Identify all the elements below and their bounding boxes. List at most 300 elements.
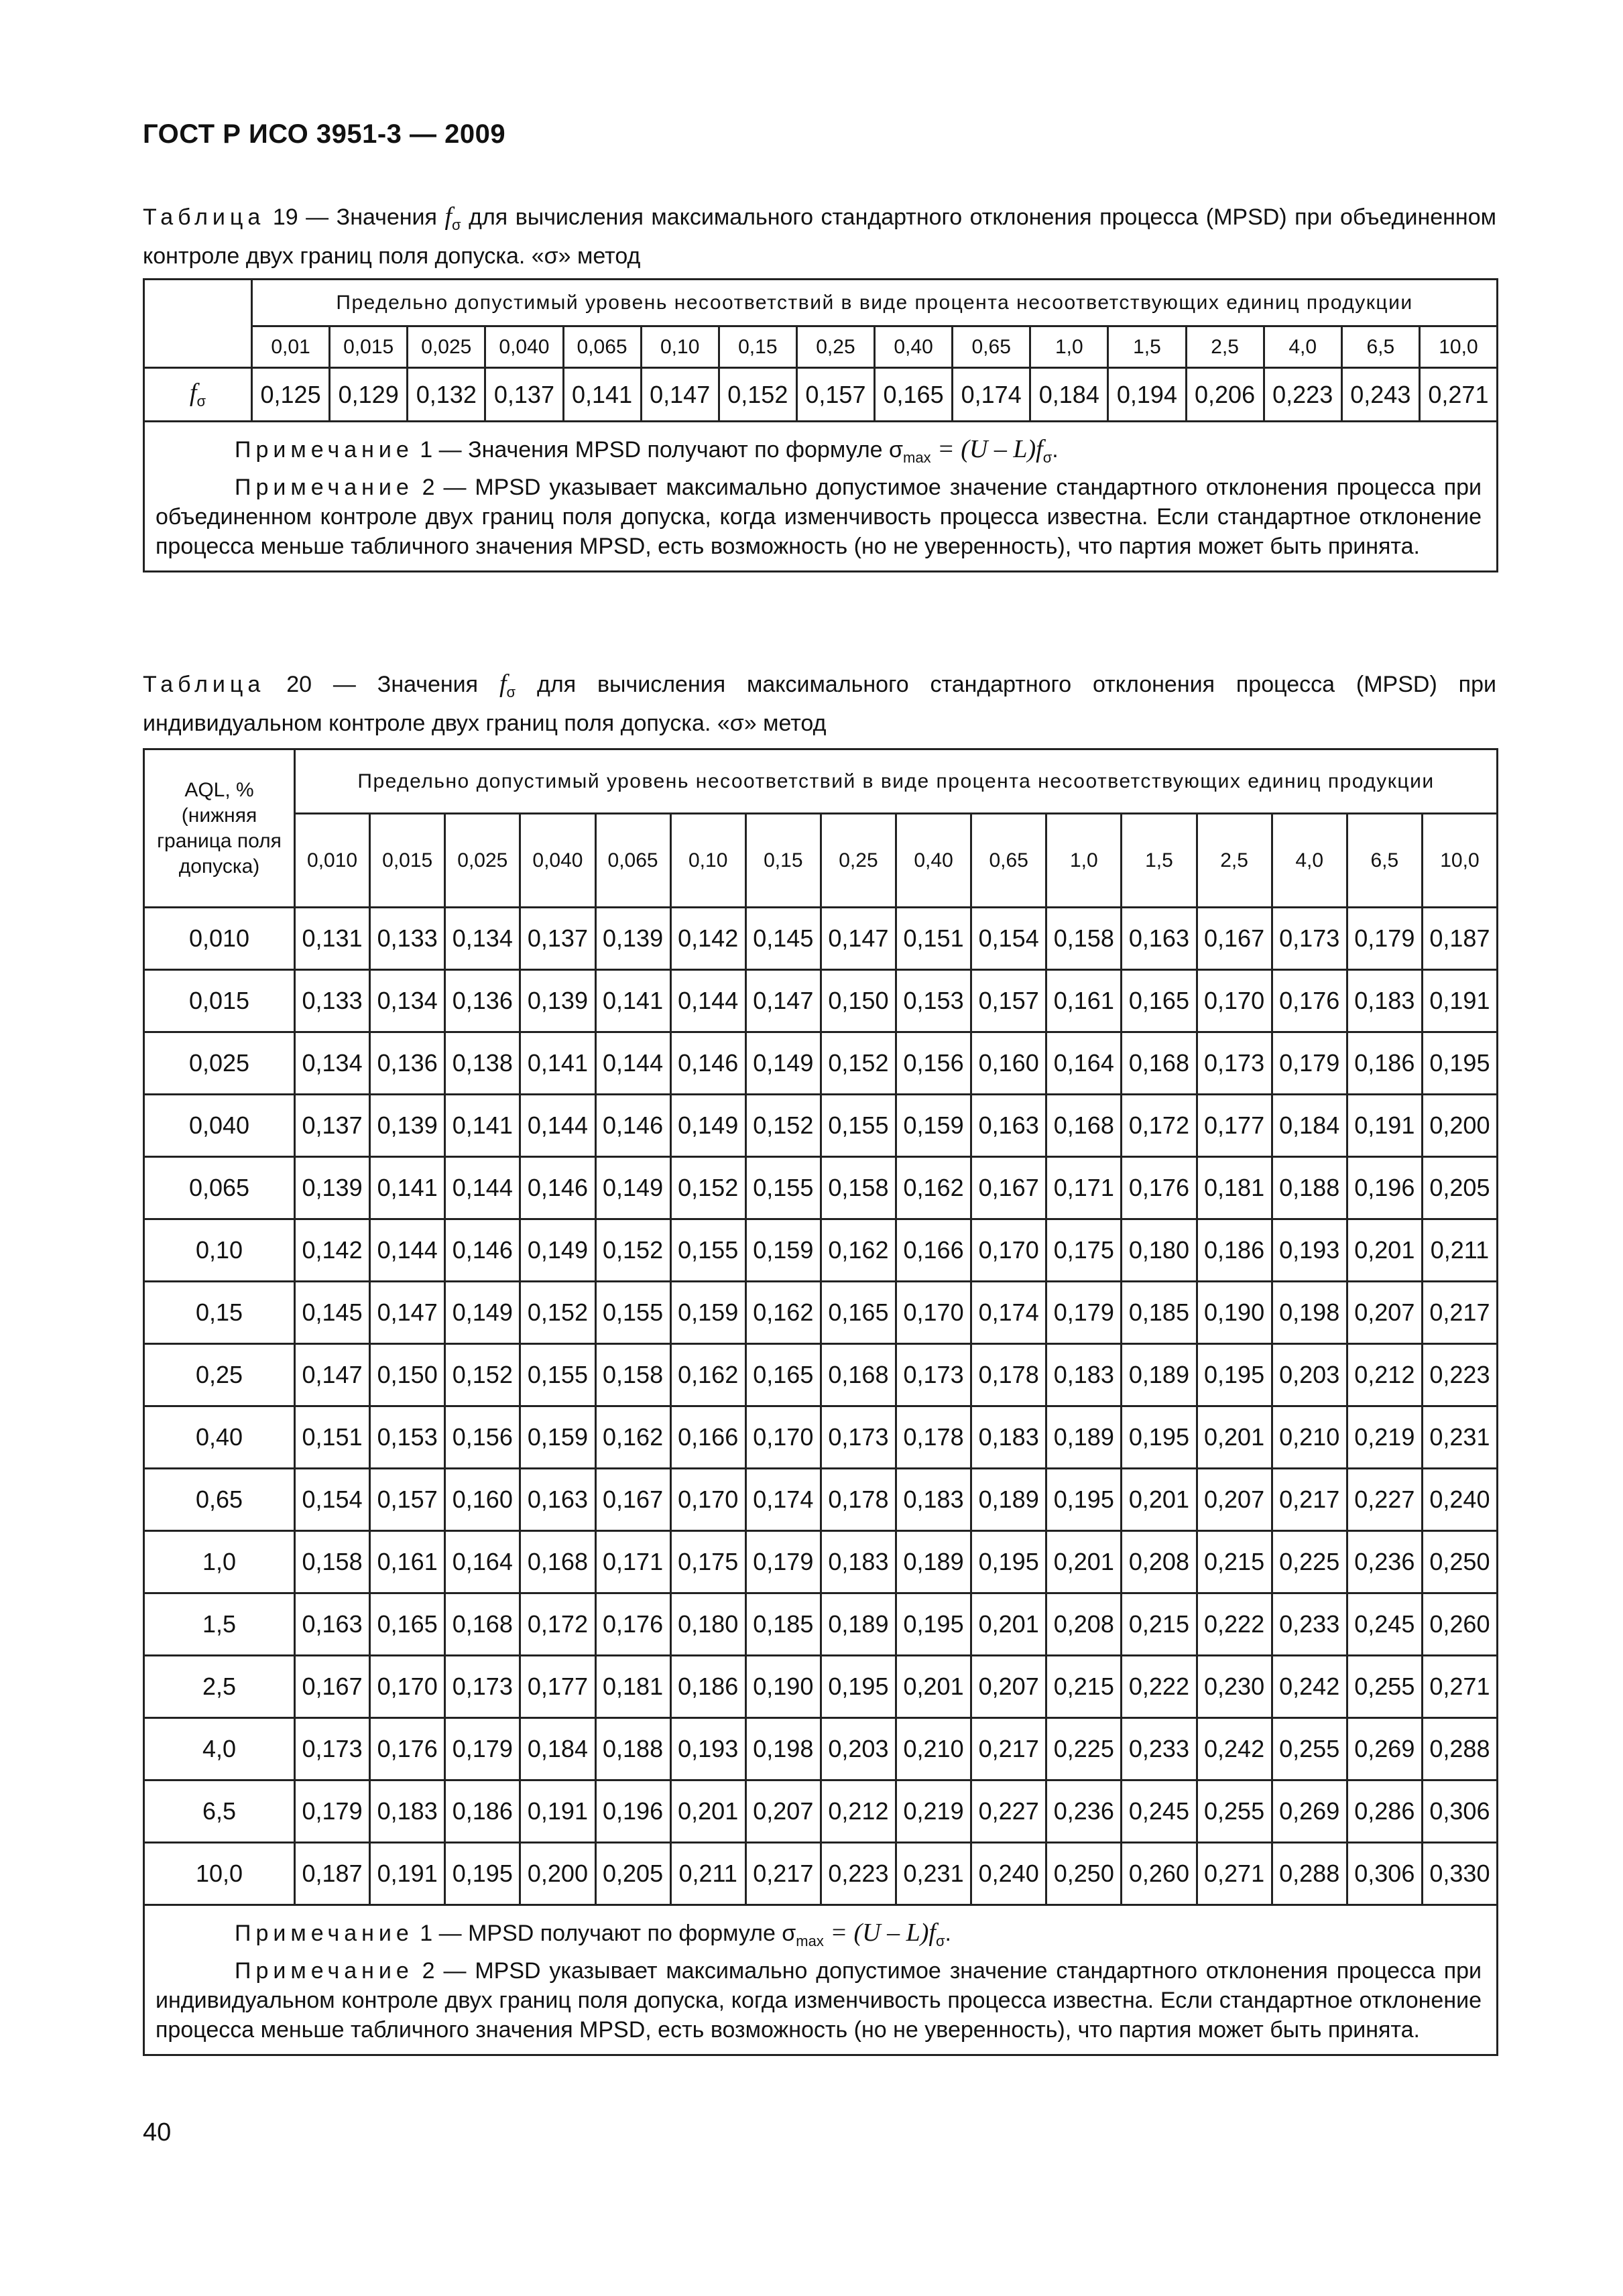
note-text: — Значения MPSD получают по формуле σ <box>432 437 904 463</box>
table20-value-cell: 0,242 <box>1197 1718 1272 1780</box>
table20-value-cell: 0,217 <box>1272 1469 1347 1531</box>
table20-value-cell: 0,191 <box>1347 1095 1422 1157</box>
table20-value-cell: 0,177 <box>1197 1095 1272 1157</box>
table20-value-cell: 0,165 <box>821 1282 896 1344</box>
table20-caption <box>143 668 1496 739</box>
table20-value-cell: 0,245 <box>1347 1593 1422 1656</box>
table-row <box>144 970 1498 1032</box>
note-text: — MPSD указывает максимально допустимое значение стандартного отклонения процесса при объединенном контроле двух границ поля допуска, когда изменчивость процесса известна. Если стандартное отклонение процесса меньше табличного значения MPSD, есть возможность (но не уверенность), что партия может быть принята. <box>156 474 1482 559</box>
table20-value-cell: 0,211 <box>670 1843 745 1905</box>
table20-row-label: 2,5 <box>144 1656 295 1718</box>
table20-value-cell: 0,189 <box>1046 1406 1122 1469</box>
table20-value-cell: 0,189 <box>971 1469 1046 1531</box>
table20-value-cell: 0,158 <box>1046 908 1122 970</box>
table20-value-cell: 0,176 <box>1272 970 1347 1032</box>
table20-value-cell: 0,146 <box>670 1032 745 1095</box>
table19-value-cell: 0,223 <box>1264 368 1341 422</box>
table20-value-cell: 0,149 <box>445 1282 520 1344</box>
table20-value-cell: 0,193 <box>1272 1219 1347 1282</box>
table20-value-cell: 0,179 <box>445 1718 520 1780</box>
note-prefix: Примечание <box>235 437 414 463</box>
table20-row-label: 0,65 <box>144 1469 295 1531</box>
table20-value-cell: 0,186 <box>445 1780 520 1843</box>
table20-column-header: 2,5 <box>1197 814 1272 908</box>
table20-value-cell: 0,171 <box>1046 1157 1122 1219</box>
table20-value-cell: 0,141 <box>595 970 670 1032</box>
table19-caption <box>143 201 1496 271</box>
table20-value-cell: 0,154 <box>295 1469 370 1531</box>
table20-value-cell: 0,185 <box>745 1593 821 1656</box>
table20-value-cell: 0,225 <box>1046 1718 1122 1780</box>
table20-value-cell: 0,173 <box>295 1718 370 1780</box>
table20-value-cell: 0,180 <box>1122 1219 1197 1282</box>
table20-value-cell: 0,173 <box>1272 908 1347 970</box>
table20-value-cell: 0,149 <box>595 1157 670 1219</box>
table20-value-cell: 0,151 <box>896 908 971 970</box>
f-sigma-symbol: f <box>444 202 453 231</box>
table20-value-cell: 0,255 <box>1197 1780 1272 1843</box>
table20-value-cell: 0,180 <box>670 1593 745 1656</box>
table20-value-cell: 0,168 <box>1046 1095 1122 1157</box>
sigma-subscript: σ <box>196 393 206 410</box>
table-row <box>144 1531 1498 1593</box>
table20-value-cell: 0,191 <box>370 1843 445 1905</box>
table20-value-cell: 0,196 <box>1347 1157 1422 1219</box>
table20-value-cell: 0,134 <box>370 970 445 1032</box>
table-row <box>144 1406 1498 1469</box>
table20-value-cell: 0,189 <box>1122 1344 1197 1406</box>
table20-value-cell: 0,149 <box>520 1219 595 1282</box>
table20-value-cell: 0,188 <box>595 1718 670 1780</box>
table20-caption-number: 20 <box>286 672 312 697</box>
table20-value-cell: 0,152 <box>445 1344 520 1406</box>
table20-value-cell: 0,167 <box>295 1656 370 1718</box>
table20-value-cell: 0,178 <box>821 1469 896 1531</box>
table20-value-cell: 0,176 <box>595 1593 670 1656</box>
table20-row-label: 0,40 <box>144 1406 295 1469</box>
table20-value-cell: 0,187 <box>1422 908 1497 970</box>
table20-value-cell: 0,149 <box>745 1032 821 1095</box>
table20-value-cell: 0,217 <box>971 1718 1046 1780</box>
table20-value-cell: 0,200 <box>1422 1095 1497 1157</box>
table20-value-cell: 0,168 <box>1122 1032 1197 1095</box>
table20-value-cell: 0,159 <box>670 1282 745 1344</box>
table20-value-cell: 0,175 <box>1046 1219 1122 1282</box>
table20-value-cell: 0,269 <box>1272 1780 1347 1843</box>
table20-corner-header: AQL, % (нижняя граница поля допуска) <box>144 749 295 908</box>
table20-value-cell: 0,187 <box>295 1843 370 1905</box>
table20-value-cell: 0,186 <box>1197 1219 1272 1282</box>
table19-value-cell: 0,152 <box>719 368 796 422</box>
table20 <box>143 748 1498 2056</box>
table-row <box>144 1656 1498 1718</box>
note-text: — MPSD получают по формуле σ <box>432 1921 796 1946</box>
table20-value-cell: 0,173 <box>445 1656 520 1718</box>
table20-value-cell: 0,223 <box>821 1843 896 1905</box>
table19-value-cell: 0,243 <box>1341 368 1419 422</box>
table20-value-cell: 0,139 <box>520 970 595 1032</box>
table20-value-cell: 0,162 <box>896 1157 971 1219</box>
table20-value-cell: 0,195 <box>896 1593 971 1656</box>
table20-value-cell: 0,141 <box>520 1032 595 1095</box>
table20-value-cell: 0,156 <box>896 1032 971 1095</box>
table20-value-cell: 0,217 <box>745 1843 821 1905</box>
table20-value-cell: 0,205 <box>595 1843 670 1905</box>
table20-value-cell: 0,133 <box>370 908 445 970</box>
table20-value-cell: 0,231 <box>896 1843 971 1905</box>
table19-caption-number: 19 <box>272 204 298 230</box>
table20-column-header: 0,40 <box>896 814 971 908</box>
table20-value-cell: 0,170 <box>1197 970 1272 1032</box>
table20-value-cell: 0,145 <box>295 1282 370 1344</box>
table20-value-cell: 0,144 <box>445 1157 520 1219</box>
table20-row-label: 0,025 <box>144 1032 295 1095</box>
table20-value-cell: 0,183 <box>370 1780 445 1843</box>
table20-value-cell: 0,134 <box>445 908 520 970</box>
table20-value-cell: 0,136 <box>370 1032 445 1095</box>
table20-value-cell: 0,201 <box>1122 1469 1197 1531</box>
table20-value-cell: 0,269 <box>1347 1718 1422 1780</box>
table20-value-cell: 0,198 <box>745 1718 821 1780</box>
table20-column-header: 1,5 <box>1122 814 1197 908</box>
table19-value-cell: 0,137 <box>485 368 563 422</box>
table-row <box>144 1157 1498 1219</box>
table20-value-cell: 0,207 <box>1197 1469 1272 1531</box>
table-row <box>144 1718 1498 1780</box>
table20-value-cell: 0,157 <box>971 970 1046 1032</box>
table20-row-label: 10,0 <box>144 1843 295 1905</box>
table20-value-cell: 0,306 <box>1422 1780 1497 1843</box>
table20-value-cell: 0,176 <box>370 1718 445 1780</box>
table20-value-cell: 0,165 <box>1122 970 1197 1032</box>
table20-value-cell: 0,177 <box>520 1656 595 1718</box>
table20-value-cell: 0,200 <box>520 1843 595 1905</box>
table20-value-cell: 0,271 <box>1197 1843 1272 1905</box>
table20-value-cell: 0,215 <box>1046 1656 1122 1718</box>
table20-value-cell: 0,201 <box>1347 1219 1422 1282</box>
table20-value-cell: 0,255 <box>1347 1656 1422 1718</box>
table20-value-cell: 0,131 <box>295 908 370 970</box>
table20-value-cell: 0,158 <box>821 1157 896 1219</box>
table20-value-cell: 0,170 <box>745 1406 821 1469</box>
table20-column-header: 0,010 <box>295 814 370 908</box>
table20-value-cell: 0,174 <box>971 1282 1046 1344</box>
table20-value-cell: 0,260 <box>1422 1593 1497 1656</box>
table19-column-header: 0,01 <box>252 326 330 368</box>
table-row <box>144 1593 1498 1656</box>
table20-value-cell: 0,186 <box>670 1656 745 1718</box>
table20-value-cell: 0,306 <box>1347 1843 1422 1905</box>
table19-column-header: 0,10 <box>641 326 719 368</box>
table20-value-cell: 0,170 <box>370 1656 445 1718</box>
table20-column-header: 0,065 <box>595 814 670 908</box>
table20-value-cell: 0,222 <box>1122 1656 1197 1718</box>
table19-column-header: 0,40 <box>875 326 953 368</box>
table20-value-cell: 0,163 <box>971 1095 1046 1157</box>
table20-value-cell: 0,144 <box>670 970 745 1032</box>
table20-value-cell: 0,170 <box>896 1282 971 1344</box>
table20-row-label: 0,040 <box>144 1095 295 1157</box>
table20-value-cell: 0,141 <box>370 1157 445 1219</box>
table19-value-cell: 0,157 <box>796 368 874 422</box>
table20-value-cell: 0,195 <box>445 1843 520 1905</box>
table20-value-cell: 0,178 <box>971 1344 1046 1406</box>
table20-value-cell: 0,136 <box>445 970 520 1032</box>
table20-value-cell: 0,161 <box>370 1531 445 1593</box>
table19-caption-text-before: — Значения <box>298 204 445 230</box>
table20-row-label: 1,5 <box>144 1593 295 1656</box>
table19-value-cell: 0,125 <box>252 368 330 422</box>
table-row <box>144 908 1498 970</box>
table20-value-cell: 0,144 <box>520 1095 595 1157</box>
table20-value-cell: 0,193 <box>670 1718 745 1780</box>
table20-value-cell: 0,217 <box>1422 1282 1497 1344</box>
table20-value-cell: 0,240 <box>1422 1469 1497 1531</box>
table20-note1 <box>156 1918 1482 1956</box>
table20-value-cell: 0,242 <box>1272 1656 1347 1718</box>
table20-value-cell: 0,146 <box>445 1219 520 1282</box>
table20-value-cell: 0,147 <box>370 1282 445 1344</box>
table20-value-cell: 0,181 <box>595 1656 670 1718</box>
note-number: 2 <box>422 474 435 500</box>
table20-value-cell: 0,183 <box>1347 970 1422 1032</box>
table20-value-cell: 0,138 <box>445 1032 520 1095</box>
table20-value-cell: 0,195 <box>971 1531 1046 1593</box>
table20-value-cell: 0,134 <box>295 1032 370 1095</box>
table20-value-cell: 0,222 <box>1197 1593 1272 1656</box>
table20-value-cell: 0,165 <box>370 1593 445 1656</box>
note-text: — MPSD указывает максимально допустимое значение стандартного отклонения процесса при индивидуальном контроле двух границ поля допуска, когда изменчивость процесса известна. Если стандартное отклонение процесса меньше табличного значения MPSD, есть возможность (но не уверенность), что партия может быть принята. <box>156 1957 1482 2043</box>
table20-value-cell: 0,165 <box>745 1344 821 1406</box>
table20-row-label: 0,015 <box>144 970 295 1032</box>
table20-value-cell: 0,144 <box>595 1032 670 1095</box>
table20-column-header: 4,0 <box>1272 814 1347 908</box>
table19-column-header: 2,5 <box>1186 326 1264 368</box>
table20-value-cell: 0,144 <box>370 1219 445 1282</box>
table20-value-cell: 0,201 <box>971 1593 1046 1656</box>
table20-value-cell: 0,184 <box>520 1718 595 1780</box>
table20-value-cell: 0,260 <box>1122 1843 1197 1905</box>
table20-value-cell: 0,208 <box>1122 1531 1197 1593</box>
f-sigma-label: f <box>189 379 197 408</box>
table-row <box>144 1843 1498 1905</box>
table19-value-cell: 0,184 <box>1030 368 1108 422</box>
table20-value-cell: 0,233 <box>1122 1718 1197 1780</box>
table20-note2 <box>156 1956 1482 2045</box>
table20-value-cell: 0,288 <box>1422 1718 1497 1780</box>
table20-value-cell: 0,230 <box>1197 1656 1272 1718</box>
table-row <box>144 1032 1498 1095</box>
table20-value-cell: 0,191 <box>520 1780 595 1843</box>
table20-value-cell: 0,163 <box>1122 908 1197 970</box>
table19-value-cell: 0,206 <box>1186 368 1264 422</box>
table20-value-cell: 0,240 <box>971 1843 1046 1905</box>
table20-value-cell: 0,159 <box>745 1219 821 1282</box>
table19-column-header: 0,015 <box>330 326 408 368</box>
formula: = (U – L)f <box>930 435 1043 463</box>
table-row <box>144 1469 1498 1531</box>
table20-value-cell: 0,164 <box>445 1531 520 1593</box>
table20-value-cell: 0,142 <box>295 1219 370 1282</box>
table20-value-cell: 0,162 <box>595 1406 670 1469</box>
table20-value-cell: 0,158 <box>295 1531 370 1593</box>
table20-value-cell: 0,184 <box>1272 1095 1347 1157</box>
table20-column-header: 0,25 <box>821 814 896 908</box>
table20-value-cell: 0,190 <box>1197 1282 1272 1344</box>
table20-value-cell: 0,162 <box>821 1219 896 1282</box>
table20-value-cell: 0,168 <box>445 1593 520 1656</box>
table20-value-cell: 0,155 <box>670 1219 745 1282</box>
table19 <box>143 278 1498 572</box>
table19-column-header: 0,065 <box>563 326 641 368</box>
table20-value-cell: 0,153 <box>896 970 971 1032</box>
table20-column-header: 0,040 <box>520 814 595 908</box>
table20-caption-text-after: для вычисления максимального стандартного отклонения процесса (MPSD) при индивидуальном контроле двух границ поля допуска. «σ» метод <box>143 672 1496 736</box>
table20-value-cell: 0,160 <box>971 1032 1046 1095</box>
table20-value-cell: 0,150 <box>370 1344 445 1406</box>
note-number: 2 <box>422 1957 435 1984</box>
table20-value-cell: 0,152 <box>821 1032 896 1095</box>
table20-value-cell: 0,255 <box>1272 1718 1347 1780</box>
table20-value-cell: 0,188 <box>1272 1157 1347 1219</box>
table19-value-cell: 0,194 <box>1108 368 1186 422</box>
table19-note1 <box>156 434 1482 473</box>
table20-value-cell: 0,173 <box>821 1406 896 1469</box>
table20-value-cell: 0,153 <box>370 1406 445 1469</box>
table20-value-cell: 0,152 <box>595 1219 670 1282</box>
table20-value-cell: 0,227 <box>971 1780 1046 1843</box>
table20-value-cell: 0,219 <box>896 1780 971 1843</box>
table20-column-header-row <box>144 814 1498 908</box>
note-prefix: Примечание <box>235 1957 414 1984</box>
table19-value-cell: 0,271 <box>1419 368 1497 422</box>
table20-value-cell: 0,172 <box>1122 1095 1197 1157</box>
table20-value-cell: 0,167 <box>971 1157 1046 1219</box>
table19-caption-text-after: для вычисления максимального стандартного отклонения процесса (MPSD) при объединенном контроле двух границ поля допуска. «σ» метод <box>143 204 1496 269</box>
table20-value-cell: 0,271 <box>1422 1656 1497 1718</box>
table19-column-header: 0,15 <box>719 326 796 368</box>
table20-row-label: 0,010 <box>144 908 295 970</box>
table19-value-cell: 0,147 <box>641 368 719 422</box>
table19-column-header: 1,0 <box>1030 326 1108 368</box>
table20-value-cell: 0,159 <box>520 1406 595 1469</box>
table20-value-cell: 0,170 <box>670 1469 745 1531</box>
max-subscript: max <box>903 448 931 466</box>
table20-column-header: 0,65 <box>971 814 1046 908</box>
table20-value-cell: 0,207 <box>971 1656 1046 1718</box>
table20-value-cell: 0,160 <box>445 1469 520 1531</box>
table20-column-header: 0,10 <box>670 814 745 908</box>
sigma-subscript: σ <box>935 1932 945 1949</box>
table20-value-cell: 0,183 <box>896 1469 971 1531</box>
table20-value-cell: 0,146 <box>520 1157 595 1219</box>
table20-value-cell: 0,139 <box>370 1095 445 1157</box>
table20-value-cell: 0,158 <box>595 1344 670 1406</box>
f-sigma-symbol: f <box>499 670 507 698</box>
table20-row-label: 0,065 <box>144 1157 295 1219</box>
table20-value-cell: 0,186 <box>1347 1032 1422 1095</box>
table20-value-cell: 0,286 <box>1347 1780 1422 1843</box>
table20-value-cell: 0,173 <box>896 1344 971 1406</box>
table20-value-cell: 0,167 <box>595 1469 670 1531</box>
table20-value-cell: 0,183 <box>1046 1344 1122 1406</box>
table20-value-cell: 0,212 <box>1347 1344 1422 1406</box>
table20-caption-text-before: — Значения <box>312 672 499 697</box>
table20-value-cell: 0,147 <box>295 1344 370 1406</box>
sigma-subscript: σ <box>452 216 461 233</box>
table20-value-cell: 0,161 <box>1046 970 1122 1032</box>
table19-caption-prefix: Таблица <box>143 204 265 230</box>
table20-value-cell: 0,330 <box>1422 1843 1497 1905</box>
table20-value-cell: 0,190 <box>745 1656 821 1718</box>
table20-value-cell: 0,170 <box>971 1219 1046 1282</box>
table20-value-cell: 0,212 <box>821 1780 896 1843</box>
table20-value-cell: 0,152 <box>670 1157 745 1219</box>
table20-column-header: 1,0 <box>1046 814 1122 908</box>
table20-value-cell: 0,215 <box>1197 1531 1272 1593</box>
table20-value-cell: 0,172 <box>520 1593 595 1656</box>
table20-row-label: 0,25 <box>144 1344 295 1406</box>
table20-value-cell: 0,198 <box>1272 1282 1347 1344</box>
table20-value-cell: 0,167 <box>1197 908 1272 970</box>
table20-value-cell: 0,195 <box>1122 1406 1197 1469</box>
table20-value-cell: 0,145 <box>745 908 821 970</box>
table19-column-header: 4,0 <box>1264 326 1341 368</box>
table20-value-cell: 0,175 <box>670 1531 745 1593</box>
table20-value-cell: 0,142 <box>670 908 745 970</box>
table19-value-cell: 0,132 <box>408 368 485 422</box>
table19-value-cell: 0,129 <box>330 368 408 422</box>
table19-value-cell: 0,174 <box>953 368 1030 422</box>
table20-value-cell: 0,195 <box>1422 1032 1497 1095</box>
table-row <box>144 1344 1498 1406</box>
table20-column-header: 0,025 <box>445 814 520 908</box>
table20-value-cell: 0,219 <box>1347 1406 1422 1469</box>
table20-value-cell: 0,233 <box>1272 1593 1347 1656</box>
table20-row-label: 0,10 <box>144 1219 295 1282</box>
table19-notes <box>144 422 1498 572</box>
table20-value-cell: 0,146 <box>595 1095 670 1157</box>
table19-column-header: 10,0 <box>1419 326 1497 368</box>
table20-value-cell: 0,191 <box>1422 970 1497 1032</box>
table20-value-cell: 0,205 <box>1422 1157 1497 1219</box>
table19-column-header: 0,025 <box>408 326 485 368</box>
table20-value-cell: 0,137 <box>520 908 595 970</box>
table20-column-header: 10,0 <box>1422 814 1497 908</box>
table20-value-cell: 0,156 <box>445 1406 520 1469</box>
document-header: ГОСТ Р ИСО 3951-3 — 2009 <box>143 119 506 149</box>
table20-value-cell: 0,179 <box>295 1780 370 1843</box>
table20-value-cell: 0,231 <box>1422 1406 1497 1469</box>
table20-value-cell: 0,179 <box>1046 1282 1122 1344</box>
table20-row-label: 4,0 <box>144 1718 295 1780</box>
note-end: . <box>945 1921 951 1946</box>
table20-value-cell: 0,152 <box>745 1095 821 1157</box>
table20-value-cell: 0,147 <box>821 908 896 970</box>
table20-value-cell: 0,133 <box>295 970 370 1032</box>
table-row <box>144 1282 1498 1344</box>
table19-column-header: 0,65 <box>953 326 1030 368</box>
formula: = (U – L)f <box>823 1919 936 1947</box>
table20-value-cell: 0,163 <box>295 1593 370 1656</box>
table19-column-header: 1,5 <box>1108 326 1186 368</box>
table20-column-header: 6,5 <box>1347 814 1422 908</box>
table20-column-header: 0,015 <box>370 814 445 908</box>
table20-value-cell: 0,250 <box>1422 1531 1497 1593</box>
table20-column-header: 0,15 <box>745 814 821 908</box>
table19-value-cell: 0,165 <box>875 368 953 422</box>
table-row <box>144 1095 1498 1157</box>
